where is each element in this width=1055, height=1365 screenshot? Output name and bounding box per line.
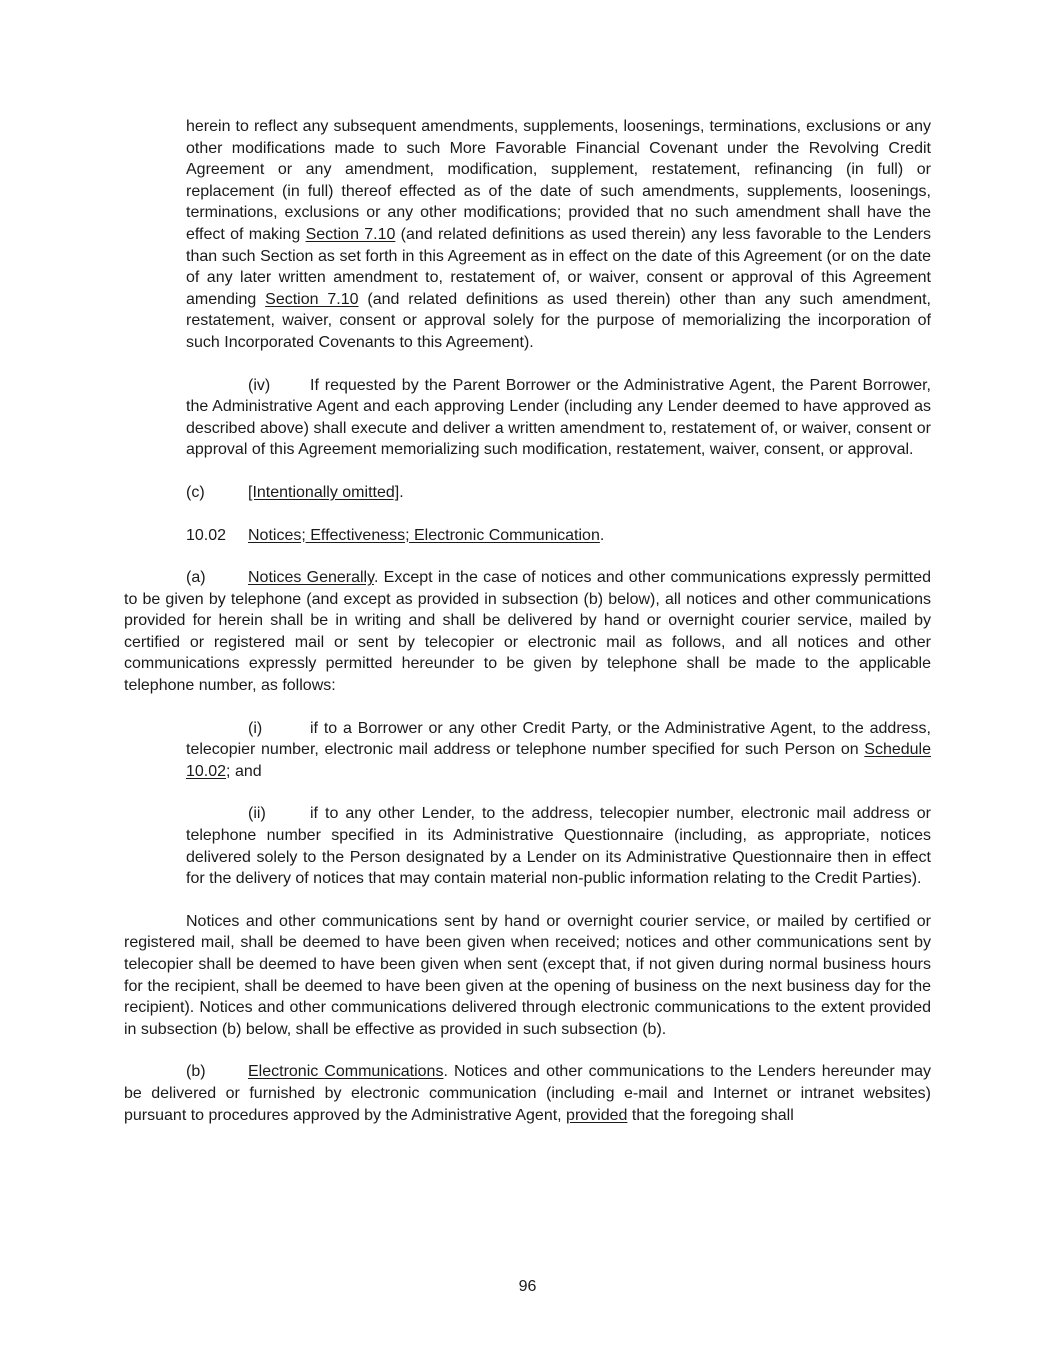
- clause-label: (b): [186, 1063, 206, 1081]
- text-segment: herein to reflect any subsequent amendments, supplements, loosenings, terminations, exclusions or any other modifications made to such More Favorable Financial Covenant under the Revolving Credit Agreement or any amendment, modification, supplement, restatement, refinancing (in full) or replacement (in full) thereof effected as of the date of such amendments, supplements, loosenings, terminations, exclusions or any other modifications; provided that no such amendment shall have the effect of making: [186, 118, 931, 243]
- clause-label: (i): [248, 719, 263, 737]
- clause-label: 10.02: [186, 526, 227, 544]
- continuation-paragraph: [186, 116, 931, 354]
- notices-deemed-given-paragraph: [124, 911, 931, 1041]
- clause-ii-paragraph: [186, 803, 931, 889]
- page-number: 96: [518, 1278, 537, 1295]
- clause-i-paragraph: [186, 718, 931, 783]
- text-segment: Notices and other communications sent by hand or overnight courier service, or mailed by certified or registered mail, shall be deemed to have been given when received; notices and other communications sent by telecopier shall be deemed to have been given when sent (except that, if not given during normal business hours for the recipient, shall be deemed to have been given at the opening of business on the next business day for the recipient). Notices and other communications delivered through electronic communications to the extent provided in subsection (b) below, shall be effective as provided in such subsection (b).: [124, 912, 931, 1038]
- underlined-text: Notices Generally: [248, 569, 374, 587]
- document-body: [124, 116, 931, 1147]
- underlined-text: [Intentionally omitted]: [248, 483, 400, 501]
- text-segment: If requested by the Parent Borrower or the Administrative Agent, the Parent Borrower, the Administrative Agent and each approving Lender (including any Lender deemed to have approved as described above) shall execute and deliver a written amendment to, restatement of, or waiver, consent or approval of this Agreement memorializing such modification, restatement, waiver, consent, or approval.: [186, 376, 931, 459]
- text-segment: that the foregoing shall: [627, 1106, 794, 1124]
- clause-a-paragraph: [124, 567, 931, 697]
- clause-b-paragraph: [124, 1061, 931, 1126]
- clause-label: (c): [186, 483, 205, 501]
- text-segment: .: [599, 526, 605, 544]
- underlined-text: Electronic Communications: [248, 1063, 444, 1081]
- text-segment: . Except in the case of notices and other communications expressly permitted to be given by telephone (and except as provided in subsection (b) below), all notices and other communications provided for herein shall be in writing and shall be delivered by hand or overnight courier service, mailed by certified or registered mail or sent by telecopier or electronic mail as follows, and all notices and other communications expressly permitted hereunder to be given by telephone shall be made to the applicable telephone number, as follows:: [124, 569, 932, 695]
- text-segment: (and related definitions as used therein) other than any such amendment, restatement, waiver, consent or approval solely for the purpose of memorializing the incorporation of such Incorporated Covenants to this Agreement).: [186, 290, 932, 351]
- text-segment: if to a Borrower or any other Credit Party, or the Administrative Agent, to the address, telecopier number, electronic mail address or telephone number specified for such Person on: [186, 719, 931, 759]
- underlined-text: Schedule 10.02: [186, 741, 931, 780]
- text-segment: (and related definitions as used therein) any less favorable to the Lenders than such Section as set forth in this Agreement as in effect on the date of this Agreement (or on the date of any later written amendment to, restatement of, or waiver, consent or approval of this Agreement amending: [186, 225, 932, 308]
- text-segment: .: [399, 483, 404, 501]
- clause-label: (ii): [248, 805, 266, 823]
- text-segment: if to any other Lender, to the address, telecopier number, electronic mail address or telephone number specified in its Administrative Questionnaire (including, as appropriate, notices delivered solely to the Person designated by a Lender on its Administrative Questionnaire then in effect for the delivery of notices that may contain material non-public information relating to the Credit Parties).: [186, 805, 931, 888]
- underlined-text: Notices; Effectiveness; Electronic Communication: [248, 526, 600, 544]
- clause-c-paragraph: [124, 482, 931, 504]
- underlined-text: Section 7.10: [265, 290, 359, 308]
- clause-label: (iv): [248, 376, 271, 394]
- text-segment: ; and: [226, 762, 262, 780]
- clause-iv-paragraph: [186, 375, 931, 461]
- section-10-02-heading: [124, 525, 931, 547]
- underlined-text: provided: [566, 1106, 628, 1124]
- underlined-text: Section 7.10: [305, 225, 396, 243]
- text-segment: . Notices and other communications to the Lenders hereunder may be delivered or furnished by electronic communication (including e-mail and Internet or intranet websites) pursuant to procedures approved by the Administrative Agent,: [124, 1063, 931, 1124]
- clause-label: (a): [186, 569, 206, 587]
